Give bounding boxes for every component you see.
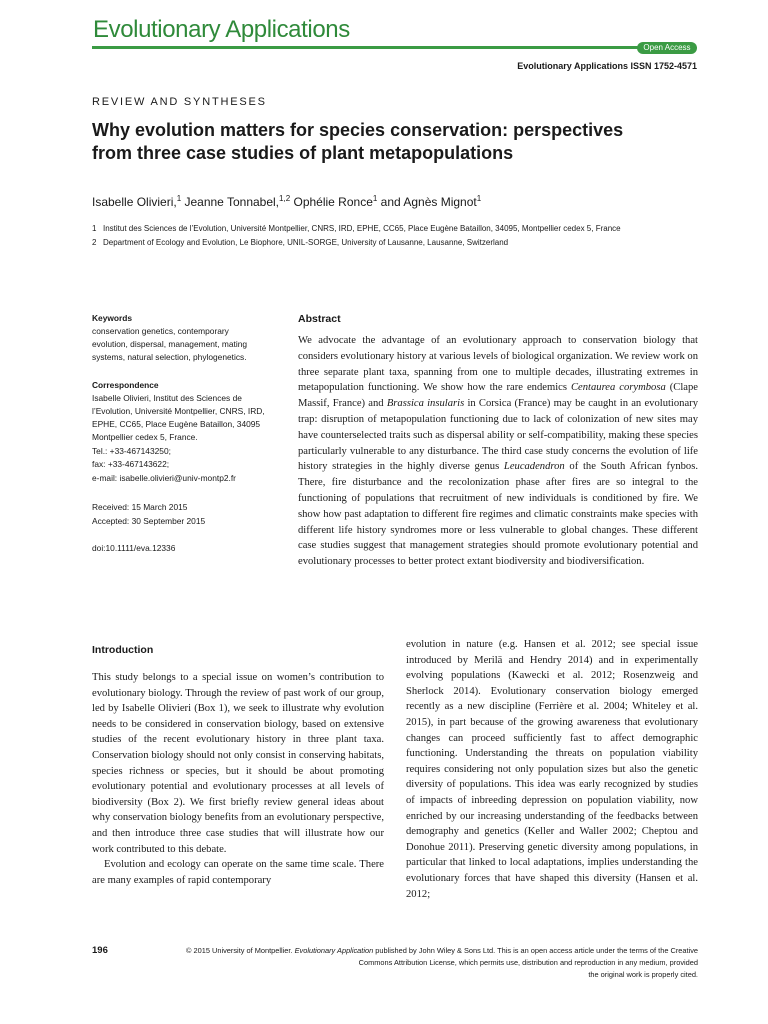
correspondence-line: EPHE, CC65, Place Eugène Bataillon, 34095 — [92, 419, 261, 429]
page-number: 196 — [92, 945, 108, 956]
section-label: REVIEW AND SYNTHESES — [92, 96, 267, 108]
received-date: Received: 15 March 2015 — [92, 502, 188, 512]
text-run: published by John Wiley & Sons Ltd. This is an open access article under the terms of the Creative — [373, 946, 698, 955]
text-run: © 2015 University of Montpellier. — [186, 946, 295, 955]
body-paragraph: This study belongs to a special issue on women’s contribution to evolutionary biology. Through the review of past work of our group, led by Isabelle Olivieri (Box 1), we seek to illustrate why evolution needs to be considered in conservation biology, based on extensive studies of the recent evolutionary history in three plant taxa. Conservation biology should not only consist in conserving habitats, species richness or species, but it should be about promoting evolutionary potential and evolutionary processes at all levels of biodiversity (Box 2). We first briefly review general ideas about why conservation biology benefits from an evolutionary perspective, and then introduce three case studies that will illustrate how our work contributed to this debate. — [92, 672, 384, 855]
keywords-heading: Keywords — [92, 313, 133, 323]
author-name: Ophélie Ronce — [290, 195, 373, 209]
author-affiliation-marker: 1 — [372, 194, 378, 203]
body-paragraph: Evolution and ecology can operate on the same time scale. There are many examples of rapid contemporary — [92, 859, 384, 886]
author-affiliation-marker: 1 — [176, 194, 182, 203]
header-rule — [92, 46, 640, 49]
author-affiliation-marker: 1 — [476, 194, 482, 203]
author-affiliation-marker: 1,2 — [279, 194, 291, 203]
italic-text: Brassica insularis — [386, 398, 465, 410]
body-column-left — [92, 670, 384, 888]
article-title: Why evolution matters for species conservation: perspectives from three case studies of plant metapopulations — [92, 120, 624, 163]
open-access-badge: Open Access — [637, 42, 697, 54]
text-run: We advocate the advantage of an evolutionary approach to conservation biology that considers evolutionary history at various levels of biological organization. We review work on three separate plant taxa, spanning from one to multiple decades, illustrating extremes in metapopulation functioning. We show how the rare endemics — [298, 335, 698, 394]
correspondence-email[interactable]: e-mail: isabelle.olivieri@univ-montp2.fr — [92, 473, 236, 483]
keywords-line: conservation genetics, contemporary — [92, 326, 229, 336]
text-run: (Clape Massif, France) and — [298, 382, 699, 410]
italic-text: Leucadendron — [503, 461, 565, 473]
correspondence-line: Isabelle Olivieri, Institut des Sciences de — [92, 393, 242, 403]
body-column-right — [406, 637, 698, 902]
footer-line: the original work is properly cited. — [588, 970, 698, 979]
author-name: and Agnès Mignot — [377, 195, 477, 209]
accepted-date: Accepted: 30 September 2015 — [92, 516, 206, 526]
italic-text: Evolutionary Application — [294, 946, 374, 955]
affiliation-2: 2 Department of Ecology and Evolution, Le Biophore, UNIL-SORGE, University of Lausanne, Lausanne, Switzerland — [92, 238, 509, 247]
text-run: in Corsica (France) may be caught in an evolutionary trap: disruption of metapopulation functioning due to lack of colonization of new sites may have counterselected traits such as dispersal ability or self-compatibility, making these species particularly vulnerable to any disturbance. The third case study concerns the evolution of life history strategies in the highly diverse genus — [298, 398, 698, 473]
author-list — [92, 195, 481, 209]
doi-link[interactable]: doi:10.1111/eva.12336 — [92, 543, 176, 553]
correspondence-line: l’Evolution, Université Montpellier, CNRS, IRD, — [92, 406, 265, 416]
footer-line: Commons Attribution License, which permits use, distribution and reproduction in any medium, provided — [358, 958, 698, 967]
journal-issn: Evolutionary Applications ISSN 1752-4571 — [517, 61, 697, 71]
correspondence-fax: fax: +33-467143622; — [92, 459, 170, 469]
author-name: Isabelle Olivieri, — [92, 195, 177, 209]
correspondence-heading: Correspondence — [92, 380, 159, 390]
body-paragraph: evolution in nature (e.g. Hansen et al. 2012; see special issue introduced by Merilä and Hendry 2014) and in experimentally evolving populations (Kawecki et al. 2012; Rosenzweig and Sherlock 2014). Evolutionary conservation biology emerged recently as a new discipline (Ferrière et al. 2004; Whiteley et al. 2015), in part because of the growing awareness that evolutionary changes can proceed sufficiently fast to affect demographic functioning. Understanding the threats on population viability requires considering not only population sizes but also the genetic diversity of populations. This idea was early recognized by studies of impacts of inbreeding depression on population viability, now enriched by our increasing understanding of the feedbacks between demography and genetics (Keller and Waller 2002; Cheptou and Donohue 2011). Preserving genetic diversity among populations, in particular that linked to local adaptations, implies understanding the evolutionary forces that have shaped this diversity (Hansen et al. 2012; — [406, 639, 698, 900]
correspondence-phone: Tel.: +33-467143250; — [92, 446, 171, 456]
abstract-heading: Abstract — [298, 313, 341, 325]
footer-line — [130, 945, 698, 957]
italic-text: Centaurea corymbosa — [570, 382, 666, 394]
text-run: of the South African fynbos. There, fire disturbance and the recolonization phase after fires are so integral to the functioning of populations that recruitment of new individuals is conditioned by fire. We show how past adaptation to different fire regimes and climatic constraints make species with different life history syndromes more or less vulnerable to global changes. These different case studies suggest that management strategies should promote evolutionary potential and evolutionary processes to better protect extant biodiversity and biodiversification. — [298, 461, 698, 568]
keywords-line: evolution, dispersal, management, mating — [92, 339, 248, 349]
abstract-text — [298, 333, 698, 570]
correspondence-line: Montpellier cedex 5, France. — [92, 432, 198, 442]
affiliation-1: 1 Institut des Sciences de l’Evolution, Université Montpellier, CNRS, IRD, EPHE, CC65, Place Eugène Bataillon, 34095, Montpellier cedex 5, France — [92, 224, 621, 233]
keywords-line: systems, natural selection, phylogenetics. — [92, 352, 247, 362]
copyright-footer — [130, 945, 698, 981]
journal-title: Evolutionary Applications — [93, 16, 350, 43]
introduction-heading: Introduction — [92, 644, 154, 656]
author-name: Jeanne Tonnabel, — [181, 195, 280, 209]
